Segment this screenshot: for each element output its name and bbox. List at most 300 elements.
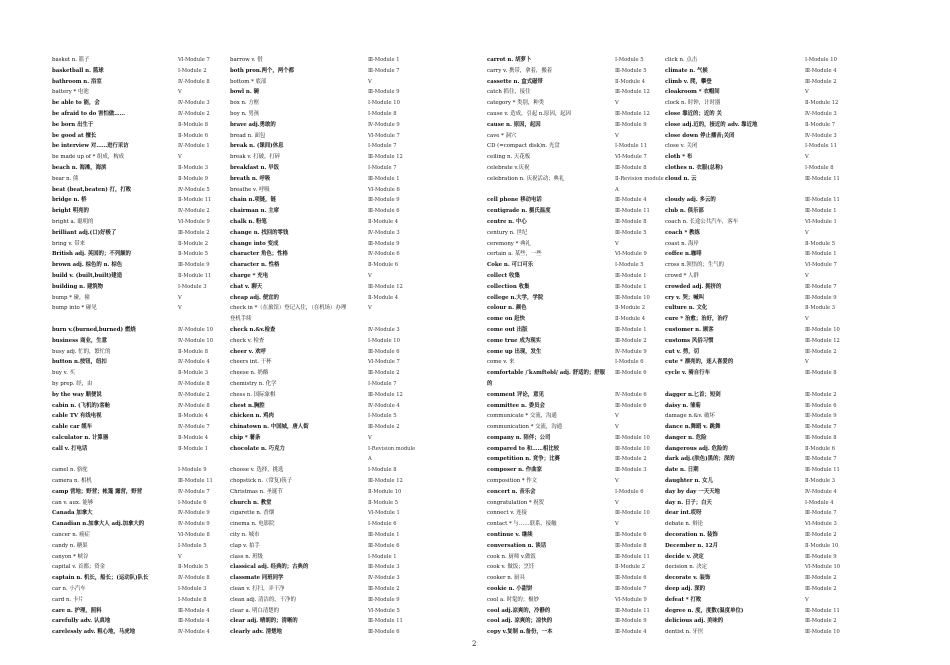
module-reference: Ⅱ-Module 10 [368, 488, 402, 495]
vocab-entry: bright a. 聪明的 [52, 218, 94, 225]
vocab-entry: check n.&v.检查 [230, 326, 276, 333]
vocab-entry: by prep. 经，由 [52, 380, 93, 387]
module-reference: Ⅲ-Module 1 [368, 532, 400, 539]
module-reference: Ⅴ [805, 272, 809, 279]
module-reference: Ⅲ-Module 2 [805, 586, 837, 593]
vocab-entry: bump * 碰，撞 [52, 294, 90, 301]
module-reference: Ⅰ-Module 6 [615, 488, 644, 495]
module-reference: Ⅴ [615, 132, 619, 139]
module-reference: Ⅴ [805, 316, 809, 323]
module-reference: Ⅲ-Module 9 [615, 618, 647, 625]
vocab-entry: bridge n. 桥 [52, 197, 87, 204]
module-reference: Ⅵ-Module 9 [615, 251, 647, 258]
vocab-entry: communication * 交流，沟通 [487, 424, 563, 431]
module-reference: Ⅱ-Module 2 [615, 564, 646, 571]
module-reference: Ⅵ-Module 7 [178, 57, 210, 63]
module-reference: Ⅱ-Module 5 [368, 499, 399, 506]
module-reference: Ⅲ-Module 9 [615, 121, 647, 128]
module-reference: Ⅴ [615, 478, 619, 485]
module-reference: Ⅲ-Module 11 [615, 208, 650, 215]
vocab-entry: cheer v. 欢呼 [230, 348, 266, 355]
module-reference: Ⅲ-Module 11 [615, 553, 650, 560]
module-reference: Ⅳ-Module 9 [178, 510, 210, 517]
vocab-entry: class n. 班级 [230, 553, 263, 560]
module-reference: Ⅰ-Module 7 [368, 164, 397, 171]
vocab-entry: camel n. 骆驼 [52, 467, 88, 474]
vocab-entry: cross n.领悟的；生气的 [665, 262, 725, 269]
module-reference: Ⅳ-Module 2 [178, 208, 210, 215]
module-reference: Ⅴ [178, 154, 182, 161]
vocab-entry: deep adj. 深的 [665, 586, 706, 593]
module-reference: Ⅳ-Module 3 [368, 326, 400, 333]
module-reference: Ⅲ-Module 10 [615, 445, 650, 452]
module-reference: Ⅵ-Module 5 [368, 607, 400, 614]
vocab-entry: competition n. 竞争；比赛 [487, 456, 560, 463]
vocab-entry: British adj. 英国的；不列颠的 [52, 251, 131, 258]
vocab-entry: choose v. 选择，挑选 [230, 467, 284, 474]
module-reference: Ⅱ-Module 4 [178, 434, 209, 441]
vocab-entry: CD (=compact disk)n. 光盘 [487, 143, 560, 150]
module-reference: Ⅰ-Module 10 [368, 337, 400, 344]
module-reference: Ⅱ-Module 11 [178, 197, 212, 204]
module-reference: Ⅲ-Module 2 [368, 370, 400, 377]
module-reference: Ⅵ-Module 8 [178, 532, 210, 539]
vocab-entry: candy n. 糖果 [52, 542, 88, 549]
vocab-entry: care n. 护理，照料 [52, 607, 102, 614]
module-column-1 [178, 55, 230, 638]
vocab-entry: coach n. 长途公共汽车，客车 [665, 218, 739, 225]
vocab-entry: congratulation * 祝贺 [487, 499, 545, 506]
module-reference: Ⅲ-Module 2 [615, 456, 647, 463]
module-reference: Ⅳ-Module 7 [178, 424, 210, 431]
vocab-entry: cheap adj. 便宜的 [230, 294, 279, 301]
module-reference: Ⅱ-Module 3 [805, 305, 836, 312]
module-reference: Ⅰ-Module 5 [615, 57, 644, 63]
module-reference: Ⅰ-Module 9 [178, 467, 207, 474]
module-reference: Ⅳ-Module 6 [368, 251, 400, 258]
vocab-entry: cinema n. 电影院 [230, 521, 275, 528]
vocab-entry: cable car 缆车 [52, 424, 93, 431]
vocab-entry: come on 赶快 [487, 316, 526, 323]
module-reference: Ⅵ-Module 1 [368, 510, 400, 517]
module-reference: Ⅵ-Module 6 [368, 186, 400, 193]
module-reference: Ⅰ-Module 8 [178, 596, 207, 603]
vocab-entry: bottom * 底部 [230, 78, 267, 85]
module-reference: Ⅱ-Module 4 [368, 294, 399, 301]
module-reference: Ⅵ-Module 9 [178, 218, 210, 225]
module-reference: Ⅵ-Module 7 [615, 154, 647, 161]
vocab-entry: catch 抓住，接住 [487, 89, 531, 96]
vocab-entry: Christmas n. 圣诞节 [230, 488, 283, 495]
vocab-entry: cancer n. 癌症 [52, 532, 90, 539]
module-reference: Ⅲ-Module 9 [805, 553, 837, 560]
module-reference: Ⅰ-Module 5 [615, 262, 644, 269]
vocab-entry: cause v. 造成，引起 n.原因，起因 [487, 110, 572, 117]
module-reference: Ⅴ [368, 272, 372, 279]
vocab-entry: cool a. 时髦的；极妙 [487, 596, 539, 603]
module-reference: Ⅴ [805, 359, 809, 366]
vocab-entry: cheese n. 奶酪 [230, 370, 269, 377]
module-reference: Ⅱ-Module 4 [178, 413, 209, 420]
module-reference: Ⅰ-Module 8 [368, 467, 397, 474]
vocab-entry: button n.按钮，纽扣 [52, 359, 107, 366]
module-reference: Ⅳ-Module 2 [178, 110, 210, 117]
vocab-entry: chinatown n. 中国城，唐人街 [230, 424, 309, 431]
vocab-entry: cook n. 厨师 v.做饭 [487, 553, 536, 560]
module-reference: Ⅲ-Module 10 [805, 629, 840, 636]
word-column-4 [665, 55, 785, 638]
vocab-entry: coast n. 海岸 [665, 240, 699, 247]
vocab-entry: capital v. 首都；资金 [52, 564, 106, 571]
module-reference: Ⅰ-Module 5 [368, 413, 397, 420]
vocab-entry: camp 营地；野营；帐篷 露营，野营 [52, 488, 143, 495]
vocab-entry: chairman n. 主席 [230, 208, 280, 215]
vocab-entry: call v. 打电话 [52, 445, 88, 452]
module-reference: Ⅰ-Module 7 [368, 143, 397, 150]
vocab-entry: composer n. 作曲家 [487, 467, 542, 474]
vocab-entry: breath n. 呼吸 [230, 175, 271, 182]
module-reference: Ⅱ-Module 12 [805, 100, 839, 107]
vocab-entry: cute * 漂亮的，迷人喜爱的 [665, 359, 734, 366]
vocab-entry: cassette n. 盒式磁带 [487, 78, 543, 85]
vocab-entry: box n. 方框 [230, 100, 260, 107]
module-reference: Ⅳ-Module 3 [368, 229, 400, 236]
module-reference: Ⅴ [178, 553, 182, 560]
module-reference: Ⅲ-Module 11 [615, 607, 650, 614]
module-reference: Ⅴ [615, 499, 619, 506]
vocab-entry: be able to 能，会 [52, 100, 100, 107]
module-reference: Ⅴ [615, 240, 619, 247]
vocab-entry: composition * 作文 [487, 478, 538, 485]
vocab-entry: brave adj.勇敢的 [230, 121, 276, 128]
module-reference: Ⅲ-Module 11 [805, 197, 840, 204]
module-reference: Ⅲ-Module 11 [805, 467, 840, 474]
module-reference: Ⅲ-Module 1 [615, 283, 647, 290]
vocab-entry: cooker n. 厨具 [487, 575, 525, 582]
vocab-entry: clearly adv. 清楚地 [230, 629, 282, 636]
module-reference: Ⅲ-Module 3 [368, 564, 400, 571]
module-reference: Ⅳ-Module 3 [805, 132, 837, 139]
vocab-entry: chopstick n.（常复)筷子 [230, 478, 293, 485]
module-reference: Ⅳ-Module 3 [178, 100, 210, 107]
module-reference: Ⅱ-Module 3 [178, 370, 209, 377]
vocab-entry: break v. 打破，打碎 [230, 154, 281, 161]
vocab-entry: carefully adv. 认真地 [52, 618, 111, 625]
vocab-entry: cook v. 做饭；烹饪 [487, 564, 535, 571]
vocab-entry: change into 变成 [230, 240, 279, 247]
vocab-entry: connect v. 连接 [487, 510, 527, 517]
vocab-entry: close down 停止播音;关闭 [665, 132, 735, 139]
vocab-entry: contact * 与……联系，接触 [487, 521, 557, 528]
module-reference: Ⅴ [368, 305, 372, 312]
module-reference: Ⅳ-Module 4 [368, 402, 400, 409]
module-column-3 [615, 55, 667, 638]
word-column-2 [230, 55, 350, 638]
module-reference: Ⅱ-Module 6 [178, 132, 209, 139]
vocab-entry: dark adj.(肤色)黑的；深的 [665, 456, 735, 463]
module-reference: Ⅵ-Module 1 [805, 218, 837, 225]
module-reference: Ⅲ-Module 4 [178, 618, 210, 625]
module-reference: Ⅲ-Module 6 [805, 402, 837, 409]
module-reference: Ⅲ-Module 7 [805, 510, 837, 517]
module-reference: Ⅱ-Module 6 [368, 262, 399, 269]
module-reference: Ⅳ-Module 8 [178, 78, 210, 85]
module-reference: Ⅲ-Module 9 [805, 413, 837, 420]
vocab-entry: check v. 检查 [230, 337, 265, 344]
module-reference: Ⅱ-Module 5 [178, 251, 209, 258]
vocab-entry: Canadian n.加拿大人 adj.加拿大的 [52, 521, 145, 528]
module-reference: Ⅲ-Module 1 [615, 272, 647, 279]
vocab-entry: decoration n. 装饰 [665, 532, 718, 539]
module-reference: Ⅳ-Module 10 [178, 326, 214, 333]
module-reference: Ⅲ-Module 12 [615, 89, 650, 96]
vocab-entry: cut v. 剪，切 [665, 348, 700, 355]
vocab-entry: dagger n.匕首；短剑 [665, 391, 721, 398]
vocab-entry: celebration n. 庆祝活动；典礼 [487, 175, 565, 182]
module-reference: Ⅰ-Revision module A [368, 445, 416, 463]
vocab-entry: chess n. 国际象棋 [230, 391, 276, 398]
module-reference: Ⅲ-Module 8 [615, 218, 647, 225]
module-reference: Ⅲ-Module 8 [615, 164, 647, 171]
module-reference: Ⅲ-Module 6 [368, 208, 400, 215]
module-reference: Ⅲ-Module 6 [615, 532, 647, 539]
module-reference: Ⅲ-Module 9 [368, 596, 400, 603]
vocab-entry: clear a. 明白清楚的 [230, 607, 280, 614]
module-reference: Ⅳ-Module 2 [178, 391, 210, 398]
vocab-entry: both pron.两个，两个都 [230, 67, 294, 74]
module-reference: Ⅳ-Module 4 [805, 488, 837, 495]
module-reference: Ⅲ-Module 4 [178, 607, 210, 614]
vocab-entry: carrot n. 胡萝卜 [487, 57, 532, 63]
vocab-entry: bump into * 碰见 [52, 305, 97, 312]
vocab-entry: be interview 对……进行采访 [52, 143, 129, 150]
module-reference: Ⅲ-Module 1 [368, 57, 400, 63]
module-reference: Ⅰ-Module 6 [178, 499, 207, 506]
vocab-entry: clothes n. 衣服(总称) [665, 164, 724, 171]
module-reference: Ⅱ-Module 9 [178, 175, 209, 182]
module-reference: Ⅱ-Revision module A [615, 175, 664, 193]
module-reference: Ⅲ-Module 2 [805, 575, 837, 582]
module-reference: Ⅳ-Module 8 [178, 575, 210, 582]
vocab-entry: cloth * 布 [665, 154, 693, 161]
vocab-entry: college n.大学，学院 [487, 294, 544, 301]
vocab-entry: building n. 建筑物 [52, 283, 104, 290]
module-reference: Ⅲ-Module 6 [615, 575, 647, 582]
vocab-entry: day by day 一天天地 [665, 488, 720, 495]
vocab-entry: committee n. 委员会 [487, 402, 545, 409]
module-reference: Ⅲ-Module 3 [615, 467, 647, 474]
module-reference: Ⅲ-Module 2 [805, 391, 837, 398]
vocab-entry: close v. 关闭 [665, 143, 698, 150]
module-reference: Ⅲ-Module 12 [805, 337, 840, 344]
vocab-entry: camera n. 相机 [52, 478, 92, 485]
vocab-entry: chicken n. 鸡肉 [230, 413, 274, 420]
module-reference: Ⅲ-Module 7 [805, 283, 837, 290]
module-reference: Ⅲ-Module 9 [178, 262, 210, 269]
module-reference: Ⅲ-Module 8 [805, 370, 837, 377]
module-reference: Ⅴ [805, 596, 809, 603]
module-reference: Ⅰ-Module 3 [178, 586, 207, 593]
module-reference: Ⅲ-Module 9 [368, 240, 400, 247]
vocab-entry: be good at 擅长 [52, 132, 97, 139]
module-reference: Ⅲ-Module 4 [615, 629, 647, 636]
module-reference: Ⅲ-Module 1 [615, 326, 647, 333]
module-reference: Ⅴ [805, 229, 809, 236]
vocab-entry: bring v. 带来 [52, 240, 86, 247]
module-reference: Ⅱ-Module 11 [178, 272, 212, 279]
module-reference: Ⅲ-Module 8 [615, 542, 647, 549]
module-reference: Ⅵ-Module 7 [368, 132, 400, 139]
vocab-entry: close adj.近的，接近的 adv. 靠近地 [665, 121, 758, 128]
module-reference: Ⅲ-Module 4 [615, 197, 647, 204]
module-reference: Ⅰ-Module 4 [805, 499, 834, 506]
module-reference: Ⅲ-Module 7 [368, 67, 400, 74]
module-reference: Ⅰ-Module 10 [805, 57, 837, 63]
module-reference: Ⅰ-Module 6 [368, 521, 397, 528]
vocab-entry: celebrate v.庆祝 [487, 164, 530, 171]
vocab-entry: clear adj. 晴朗的；清晰的 [230, 618, 298, 625]
module-reference: Ⅵ-Module 7 [368, 359, 400, 366]
vocab-entry: clock n. 时钟，计时器 [665, 100, 721, 107]
module-reference: Ⅴ [368, 78, 372, 85]
module-reference: Ⅰ-Module 1 [368, 553, 397, 560]
module-reference: Ⅲ-Module 5 [615, 229, 647, 236]
module-reference: Ⅴ [178, 305, 182, 312]
module-reference: Ⅰ-Module 11 [805, 143, 837, 150]
vocab-entry: collection 收集 [487, 283, 530, 290]
module-reference: Ⅰ-Module 11 [615, 143, 647, 150]
vocab-entry: be born 出生于 [52, 121, 94, 128]
vocab-entry: cry v. 哭；喊叫 [665, 294, 705, 301]
vocab-entry: battery * 电池 [52, 89, 89, 96]
vocab-entry: chemistry n. 化学 [230, 380, 277, 387]
vocab-entry: breakfast n. 早饭 [230, 164, 279, 171]
module-reference: Ⅱ-Module 3 [805, 478, 836, 485]
module-reference: Ⅱ-Module 5 [805, 240, 836, 247]
module-reference: Ⅲ-Module 12 [368, 154, 403, 161]
vocab-entry: captain n. 机长，船长；(运动队)队长 [52, 575, 149, 582]
vocab-entry: cable TV 有线电视 [52, 413, 102, 420]
module-reference: Ⅱ-Module 2 [178, 240, 209, 247]
vocab-entry: degree n. 度，度数(温度单位) [665, 607, 744, 614]
module-reference: Ⅲ-Module 12 [368, 478, 403, 485]
module-reference: Ⅰ-Module 6 [615, 359, 644, 366]
module-reference: Ⅴ [615, 100, 619, 107]
vocab-entry: dear int.哎呀 [665, 510, 702, 517]
vocab-entry: company n. 陪伴；公司 [487, 434, 551, 441]
vocab-entry: by the way 顺便说 [52, 391, 102, 398]
vocab-entry: come up 出现，发生 [487, 348, 542, 355]
page-number: 2 [472, 640, 477, 648]
vocab-entry: decision n. 决定 [665, 564, 707, 571]
vocab-entry: cool adj.凉爽的，冷静的 [487, 607, 551, 614]
module-reference: Ⅲ-Module 2 [368, 424, 400, 431]
vocab-entry: can v. aux. 能够 [52, 499, 94, 506]
vocab-entry: date n. 日期 [665, 467, 699, 474]
vocab-entry: cell phone 移动电话 [487, 197, 542, 204]
vocab-entry: burn v.(burned,burned) 燃烧 [52, 326, 136, 333]
module-reference: Ⅰ-Module 8 [368, 110, 397, 117]
module-reference: Ⅲ-Module 2 [805, 348, 837, 355]
module-reference: Ⅳ-Module 9 [368, 121, 400, 128]
vocab-entry: Coke n. 可口可乐 [487, 262, 534, 269]
module-reference: Ⅲ-Module 12 [615, 110, 650, 117]
vocab-entry: ceiling n. 天花板 [487, 154, 531, 161]
module-reference: Ⅲ-Module 11 [368, 618, 403, 625]
vocab-entry: chip * 薯条 [230, 434, 261, 441]
vocab-entry: come v. 来 [487, 359, 515, 366]
vocab-entry: busy adj. 忙的，繁忙的 [52, 348, 111, 355]
module-reference: Ⅲ-Module 2 [178, 229, 210, 236]
module-reference: Ⅱ-Module 10 [805, 542, 839, 549]
vocab-entry: climb v. 爬，攀登 [665, 78, 712, 85]
module-reference: Ⅰ-Module 8 [805, 164, 834, 171]
module-reference: Ⅴ [368, 434, 372, 441]
module-reference: Ⅵ-Module 9 [615, 596, 647, 603]
vocab-entry: daughter n. 女儿 [665, 478, 713, 485]
vocab-entry: beach n. 海滩，海滨 [52, 164, 107, 171]
vocab-entry: cloud n. 云 [665, 175, 697, 182]
vocab-entry: carry v. 携带，拿着，搬着 [487, 67, 553, 74]
module-reference: Ⅰ-Module 10 [368, 100, 400, 107]
module-reference: Ⅲ-Module 10 [615, 434, 650, 441]
vocab-entry: damage n.&v. 破坏 [665, 413, 715, 420]
vocab-entry: danger n. 危险 [665, 434, 707, 441]
vocab-entry: delicious adj. 美味的 [665, 618, 724, 625]
module-reference: Ⅱ-Module 8 [178, 121, 209, 128]
module-reference: Ⅲ-Module 11 [178, 478, 213, 485]
vocab-entry: ceremony * 典礼 [487, 240, 531, 247]
vocab-entry: cave * 洞穴 [487, 132, 517, 139]
module-reference: Ⅵ-Module 10 [805, 564, 841, 571]
vocab-entry: change n. 找回的零钱 [230, 229, 289, 236]
vocab-entry: dance n.舞蹈 v. 跳舞 [665, 424, 721, 431]
vocab-entry: bright 明亮的 [52, 208, 89, 215]
vocab-entry: communicate * 交流，沟通 [487, 413, 557, 420]
module-reference: Ⅲ-Module 7 [805, 456, 837, 463]
vocab-entry: break n. (课间)休息 [230, 143, 284, 150]
module-reference: Ⅳ-Module 8 [178, 380, 210, 387]
module-reference: Ⅲ-Module 11 [805, 607, 840, 614]
vocab-entry: check in *（在旅馆）登记入住，（在机场）办理登机手续 [230, 305, 347, 323]
module-reference: Ⅴ [615, 413, 619, 420]
module-reference: Ⅳ-Module 9 [615, 348, 647, 355]
module-reference: Ⅲ-Module 11 [805, 175, 840, 182]
module-reference: Ⅴ [178, 294, 182, 301]
vocab-entry: cigarette n. 香烟 [230, 510, 275, 517]
word-column-3 [487, 55, 607, 638]
vocab-entry: cloudy adj. 多云的 [665, 197, 716, 204]
module-reference: Ⅲ-Module 9 [368, 89, 400, 96]
vocab-entry: coffee n.咖啡 [665, 251, 702, 258]
vocab-entry: close 靠近的；近的 关 [665, 110, 722, 117]
module-reference: Ⅳ-Module 1 [178, 143, 210, 150]
vocab-entry: bathroom n. 浴室 [52, 78, 102, 85]
module-reference: Ⅱ-Module 1 [178, 445, 209, 452]
module-reference: Ⅳ-Module 4 [178, 629, 210, 636]
vocab-entry: December n. 12月 [665, 542, 719, 549]
vocab-entry: chalk n. 粉笔 [230, 218, 267, 225]
vocab-entry: come out 出版 [487, 326, 528, 333]
vocab-entry: clean v. 打扫，弄干净 [230, 586, 285, 593]
vocab-entry: carelessly adv. 粗心地，马虎地 [52, 629, 135, 636]
module-reference: Ⅴ [178, 89, 182, 96]
module-reference: Ⅲ-Module 6 [615, 370, 647, 377]
vocab-entry: cool adj. 凉爽的；凉快的 [487, 618, 553, 625]
vocab-entry: calculator n. 计算器 [52, 434, 109, 441]
vocab-entry: Canada 加拿大 [52, 510, 93, 517]
vocab-entry: come true 成为现实 [487, 337, 542, 344]
